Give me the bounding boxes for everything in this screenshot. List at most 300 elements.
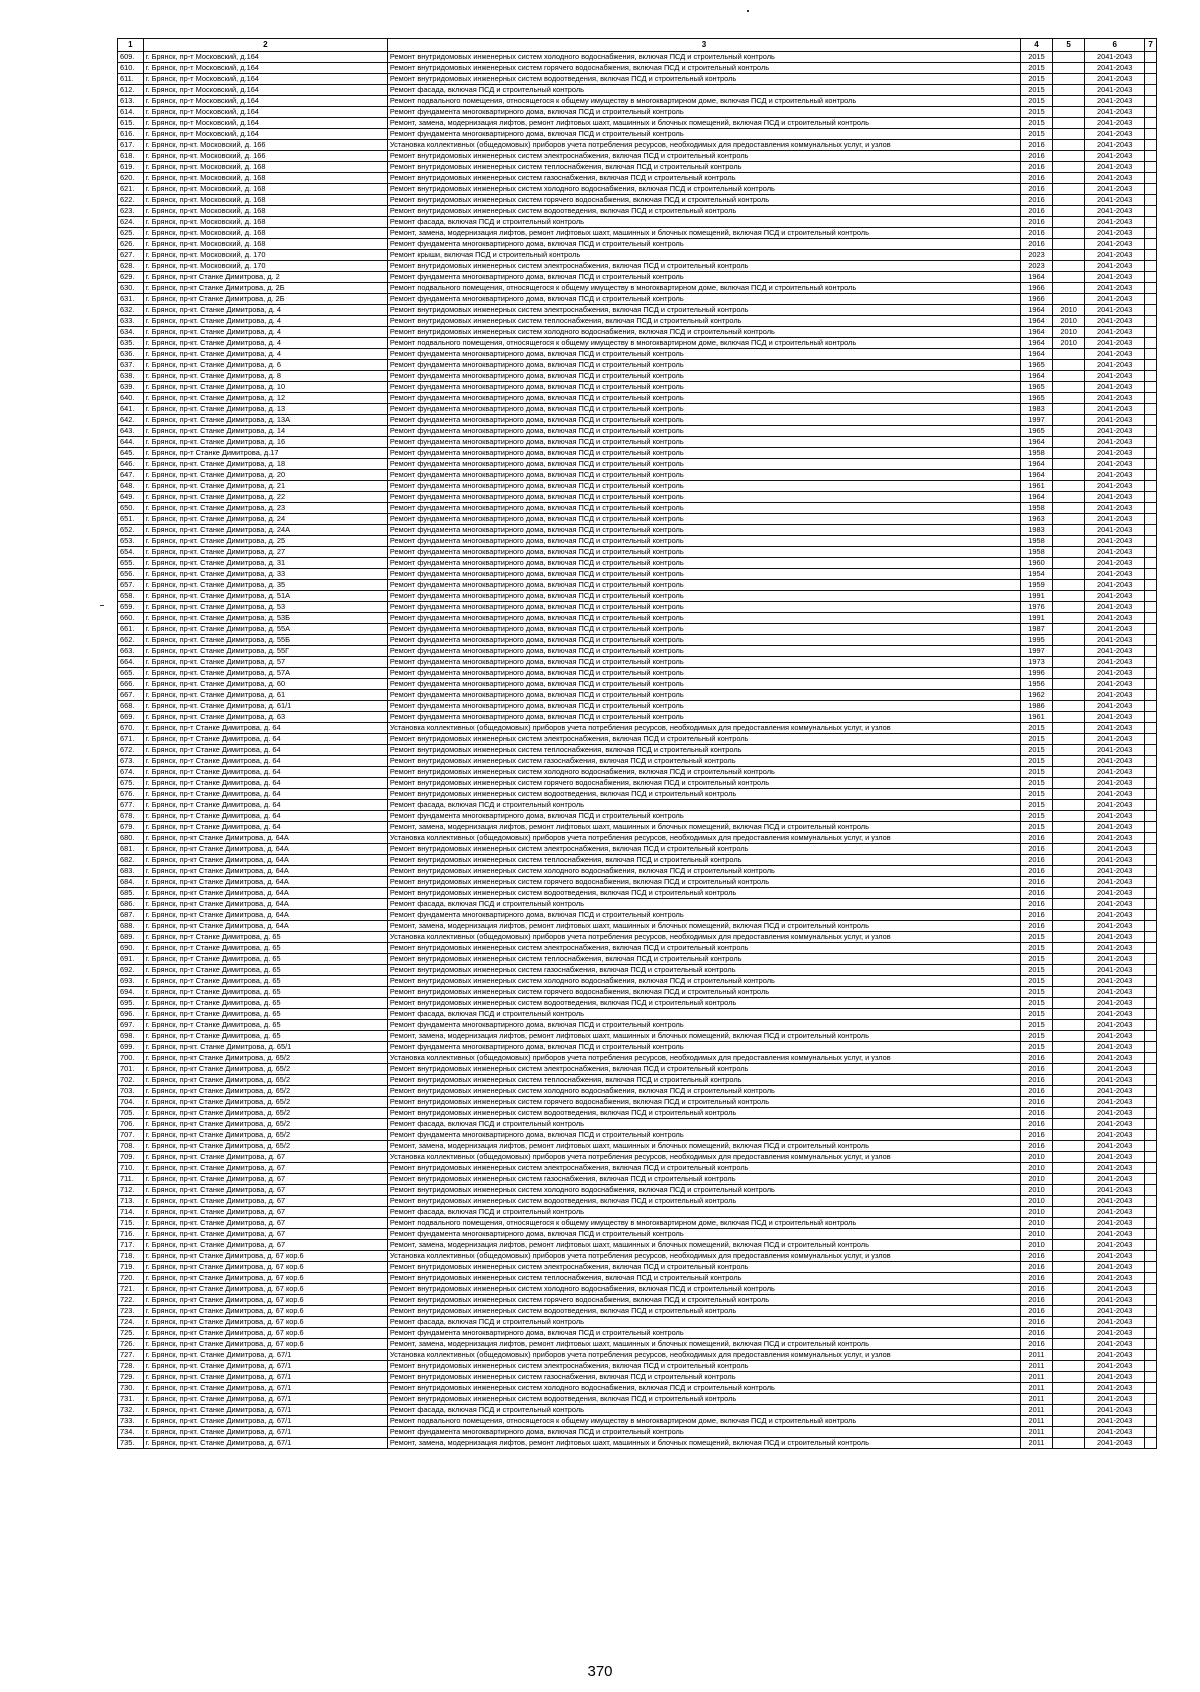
year-built-cell: 2015 (1020, 1009, 1052, 1020)
table-row (118, 1196, 1157, 1207)
work-type-cell: Ремонт фундамента многоквартирного дома, включая ПСД и строительный контроль (387, 536, 1020, 547)
address-cell: г. Брянск, пр-кт Станке Димитрова, д. 67 кор.6 (143, 1328, 387, 1339)
work-type-cell: Ремонт фундамента многоквартирного дома, включая ПСД и строительный контроль (387, 129, 1020, 140)
year-repaired-cell (1053, 118, 1085, 129)
row-number-cell: 639. (118, 382, 144, 393)
planned-period-cell: 2041-2043 (1085, 195, 1145, 206)
row-number-cell: 670. (118, 723, 144, 734)
year-repaired-cell (1053, 602, 1085, 613)
planned-period-cell: 2041-2043 (1085, 1042, 1145, 1053)
table-row (118, 569, 1157, 580)
year-repaired-cell (1053, 217, 1085, 228)
work-type-cell: Ремонт, замена, модернизация лифтов, ремонт лифтовых шахт, машинных и блочных помещений, включая ПСД и строительный контроль (387, 1031, 1020, 1042)
planned-period-cell: 2041-2043 (1085, 701, 1145, 712)
table-row (118, 1163, 1157, 1174)
planned-period-cell: 2041-2043 (1085, 338, 1145, 349)
row-number-cell: 613. (118, 96, 144, 107)
repair-schedule-table (117, 38, 1157, 1449)
note-cell (1145, 52, 1157, 63)
work-type-cell: Ремонт внутридомовых инженерных систем теплоснабжения, включая ПСД и строительный контроль (387, 162, 1020, 173)
address-cell: г. Брянск, пр-кт. Станке Димитрова, д. 4 (143, 349, 387, 360)
address-cell: г. Брянск, пр-кт Станке Димитрова, д. 65/2 (143, 1075, 387, 1086)
work-type-cell: Ремонт крыши, включая ПСД и строительный контроль (387, 250, 1020, 261)
row-number-cell: 657. (118, 580, 144, 591)
planned-period-cell: 2041-2043 (1085, 778, 1145, 789)
year-built-cell: 1958 (1020, 536, 1052, 547)
planned-period-cell: 2041-2043 (1085, 1339, 1145, 1350)
year-repaired-cell (1053, 1405, 1085, 1416)
planned-period-cell: 2041-2043 (1085, 976, 1145, 987)
address-cell: г. Брянск, пр-т Станке Димитрова, д. 64 (143, 756, 387, 767)
planned-period-cell: 2041-2043 (1085, 1031, 1145, 1042)
planned-period-cell: 2041-2043 (1085, 239, 1145, 250)
year-repaired-cell (1053, 569, 1085, 580)
year-repaired-cell (1053, 1438, 1085, 1449)
table-row (118, 734, 1157, 745)
row-number-cell: 706. (118, 1119, 144, 1130)
year-built-cell: 2015 (1020, 998, 1052, 1009)
work-type-cell: Ремонт внутридомовых инженерных систем водоотведения, включая ПСД и строительный контроль (387, 789, 1020, 800)
year-built-cell: 1965 (1020, 360, 1052, 371)
table-row (118, 899, 1157, 910)
planned-period-cell: 2041-2043 (1085, 1262, 1145, 1273)
note-cell (1145, 448, 1157, 459)
planned-period-cell: 2041-2043 (1085, 63, 1145, 74)
note-cell (1145, 261, 1157, 272)
year-built-cell: 2011 (1020, 1394, 1052, 1405)
year-built-cell: 1960 (1020, 558, 1052, 569)
address-cell: г. Брянск, пр-кт. Станке Димитрова, д. 55Б (143, 635, 387, 646)
year-built-cell: 2016 (1020, 1086, 1052, 1097)
address-cell: г. Брянск, пр-кт. Станке Димитрова, д. 20 (143, 470, 387, 481)
table-row (118, 1064, 1157, 1075)
table-row (118, 503, 1157, 514)
year-built-cell: 2016 (1020, 844, 1052, 855)
note-cell (1145, 723, 1157, 734)
row-number-cell: 619. (118, 162, 144, 173)
note-cell (1145, 932, 1157, 943)
year-built-cell: 1964 (1020, 327, 1052, 338)
table-row (118, 1251, 1157, 1262)
address-cell: г. Брянск, пр-кт Станке Димитрова, д. 67 кор.6 (143, 1251, 387, 1262)
table-row (118, 272, 1157, 283)
work-type-cell: Установка коллективных (общедомовых) приборов учета потребления ресурсов, необходимых для предоставления коммунальных услуг, и узлов (387, 932, 1020, 943)
address-cell: г. Брянск, пр-кт Станке Димитрова, д. 2Б (143, 294, 387, 305)
year-repaired-cell (1053, 646, 1085, 657)
address-cell: г. Брянск, пр-кт. Станке Димитрова, д. 67 (143, 1152, 387, 1163)
year-repaired-cell (1053, 360, 1085, 371)
note-cell (1145, 327, 1157, 338)
year-built-cell: 2016 (1020, 1108, 1052, 1119)
note-cell (1145, 426, 1157, 437)
table-row (118, 1229, 1157, 1240)
row-number-cell: 716. (118, 1229, 144, 1240)
address-cell: г. Брянск, пр-кт Станке Димитрова, д. 64А (143, 921, 387, 932)
address-cell: г. Брянск, пр-т Московский, д.164 (143, 96, 387, 107)
scan-speck (100, 605, 104, 606)
planned-period-cell: 2041-2043 (1085, 1053, 1145, 1064)
row-number-cell: 719. (118, 1262, 144, 1273)
planned-period-cell: 2041-2043 (1085, 1394, 1145, 1405)
year-built-cell: 1964 (1020, 470, 1052, 481)
table-row (118, 536, 1157, 547)
table-row (118, 1009, 1157, 1020)
work-type-cell: Ремонт фундамента многоквартирного дома, включая ПСД и строительный контроль (387, 503, 1020, 514)
work-type-cell: Ремонт фасада, включая ПСД и строительный контроль (387, 85, 1020, 96)
year-repaired-cell (1053, 976, 1085, 987)
address-cell: г. Брянск, пр-кт. Станке Димитрова, д. 67 (143, 1196, 387, 1207)
year-built-cell: 2015 (1020, 74, 1052, 85)
year-built-cell: 2016 (1020, 1130, 1052, 1141)
address-cell: г. Брянск, пр-кт Станке Димитрова, д. 65/2 (143, 1086, 387, 1097)
planned-period-cell: 2041-2043 (1085, 789, 1145, 800)
row-number-cell: 638. (118, 371, 144, 382)
table-row (118, 613, 1157, 624)
table-row (118, 448, 1157, 459)
table-row (118, 1438, 1157, 1449)
year-built-cell: 2015 (1020, 107, 1052, 118)
address-cell: г. Брянск, пр-кт Станке Димитрова, д. 64А (143, 833, 387, 844)
row-number-cell: 633. (118, 316, 144, 327)
address-cell: г. Брянск, пр-кт. Московский, д. 168 (143, 217, 387, 228)
note-cell (1145, 118, 1157, 129)
planned-period-cell: 2041-2043 (1085, 712, 1145, 723)
address-cell: г. Брянск, пр-т Станке Димитрова, д. 64 (143, 745, 387, 756)
table-body (118, 52, 1157, 1449)
address-cell: г. Брянск, пр-кт. Московский, д. 168 (143, 195, 387, 206)
planned-period-cell: 2041-2043 (1085, 1240, 1145, 1251)
row-number-cell: 649. (118, 492, 144, 503)
note-cell (1145, 525, 1157, 536)
year-repaired-cell (1053, 844, 1085, 855)
year-built-cell: 1962 (1020, 690, 1052, 701)
address-cell: г. Брянск, пр-кт. Станке Димитрова, д. 61 (143, 690, 387, 701)
year-built-cell: 2015 (1020, 723, 1052, 734)
year-repaired-cell: 2010 (1053, 316, 1085, 327)
table-row (118, 1427, 1157, 1438)
table-row (118, 888, 1157, 899)
year-repaired-cell (1053, 833, 1085, 844)
table-row (118, 558, 1157, 569)
year-built-cell: 1991 (1020, 613, 1052, 624)
address-cell: г. Брянск, пр-кт Станке Димитрова, д. 65/2 (143, 1053, 387, 1064)
address-cell: г. Брянск, пр-кт. Станке Димитрова, д. 63 (143, 712, 387, 723)
table-row (118, 855, 1157, 866)
address-cell: г. Брянск, пр-т Станке Димитрова, д. 65 (143, 965, 387, 976)
address-cell: г. Брянск, пр-т Станке Димитрова, д. 65 (143, 943, 387, 954)
table-row (118, 283, 1157, 294)
year-repaired-cell (1053, 1229, 1085, 1240)
year-built-cell: 2010 (1020, 1218, 1052, 1229)
year-repaired-cell (1053, 613, 1085, 624)
address-cell: г. Брянск, пр-кт. Станке Димитрова, д. 31 (143, 558, 387, 569)
planned-period-cell: 2041-2043 (1085, 1174, 1145, 1185)
address-cell: г. Брянск, пр-т Станке Димитрова, д. 64 (143, 822, 387, 833)
year-repaired-cell (1053, 954, 1085, 965)
address-cell: г. Брянск, пр-т Московский, д.164 (143, 107, 387, 118)
note-cell (1145, 547, 1157, 558)
table-row (118, 602, 1157, 613)
row-number-cell: 717. (118, 1240, 144, 1251)
column-header: 5 (1053, 39, 1085, 52)
work-type-cell: Ремонт внутридомовых инженерных систем газоснабжения, включая ПСД и строительный контроль (387, 965, 1020, 976)
work-type-cell: Ремонт внутридомовых инженерных систем теплоснабжения, включая ПСД и строительный контроль (387, 316, 1020, 327)
year-repaired-cell (1053, 1372, 1085, 1383)
repair-schedule-sheet (117, 38, 1157, 1449)
row-number-cell: 685. (118, 888, 144, 899)
work-type-cell: Ремонт внутридомовых инженерных систем электроснабжения, включая ПСД и строительный контроль (387, 1064, 1020, 1075)
work-type-cell: Ремонт внутридомовых инженерных систем горячего водоснабжения, включая ПСД и строительный контроль (387, 63, 1020, 74)
planned-period-cell: 2041-2043 (1085, 1108, 1145, 1119)
year-repaired-cell (1053, 679, 1085, 690)
year-built-cell: 1964 (1020, 272, 1052, 283)
work-type-cell: Ремонт внутридомовых инженерных систем водоотведения, включая ПСД и строительный контроль (387, 74, 1020, 85)
year-built-cell: 1964 (1020, 316, 1052, 327)
year-repaired-cell (1053, 778, 1085, 789)
note-cell (1145, 1141, 1157, 1152)
planned-period-cell: 2041-2043 (1085, 184, 1145, 195)
table-row (118, 1218, 1157, 1229)
table-row (118, 1339, 1157, 1350)
note-cell (1145, 1009, 1157, 1020)
work-type-cell: Ремонт, замена, модернизация лифтов, ремонт лифтовых шахт, машинных и блочных помещений, включая ПСД и строительный контроль (387, 921, 1020, 932)
row-number-cell: 689. (118, 932, 144, 943)
year-repaired-cell (1053, 96, 1085, 107)
address-cell: г. Брянск, пр-кт. Станке Димитрова, д. 21 (143, 481, 387, 492)
address-cell: г. Брянск, пр-кт. Станке Димитрова, д. 16 (143, 437, 387, 448)
row-number-cell: 635. (118, 338, 144, 349)
address-cell: г. Брянск, пр-кт. Станке Димитрова, д. 51А (143, 591, 387, 602)
year-built-cell: 2016 (1020, 877, 1052, 888)
planned-period-cell: 2041-2043 (1085, 877, 1145, 888)
note-cell (1145, 624, 1157, 635)
year-built-cell: 2016 (1020, 888, 1052, 899)
note-cell (1145, 294, 1157, 305)
row-number-cell: 658. (118, 591, 144, 602)
note-cell (1145, 591, 1157, 602)
note-cell (1145, 184, 1157, 195)
year-repaired-cell (1053, 151, 1085, 162)
work-type-cell: Ремонт фундамента многоквартирного дома, включая ПСД и строительный контроль (387, 1020, 1020, 1031)
year-repaired-cell (1053, 448, 1085, 459)
address-cell: г. Брянск, пр-т Станке Димитрова, д. 65 (143, 998, 387, 1009)
address-cell: г. Брянск, пр-кт. Станке Димитрова, д. 14 (143, 426, 387, 437)
year-repaired-cell (1053, 1174, 1085, 1185)
scan-speck (747, 10, 749, 12)
address-cell: г. Брянск, пр-кт. Станке Димитрова, д. 57 (143, 657, 387, 668)
year-repaired-cell (1053, 1240, 1085, 1251)
work-type-cell: Ремонт, замена, модернизация лифтов, ремонт лифтовых шахт, машинных и блочных помещений, включая ПСД и строительный контроль (387, 1141, 1020, 1152)
year-built-cell: 2016 (1020, 1284, 1052, 1295)
address-cell: г. Брянск, пр-кт. Московский, д. 168 (143, 184, 387, 195)
address-cell: г. Брянск, пр-т Московский, д.164 (143, 118, 387, 129)
year-built-cell: 2015 (1020, 965, 1052, 976)
row-number-cell: 711. (118, 1174, 144, 1185)
year-built-cell: 2015 (1020, 63, 1052, 74)
work-type-cell: Ремонт внутридомовых инженерных систем холодного водоснабжения, включая ПСД и строительный контроль (387, 1383, 1020, 1394)
address-cell: г. Брянск, пр-кт. Московский, д. 166 (143, 151, 387, 162)
planned-period-cell: 2041-2043 (1085, 800, 1145, 811)
planned-period-cell: 2041-2043 (1085, 646, 1145, 657)
row-number-cell: 650. (118, 503, 144, 514)
row-number-cell: 698. (118, 1031, 144, 1042)
address-cell: г. Брянск, пр-кт. Станке Димитрова, д. 65/1 (143, 1042, 387, 1053)
row-number-cell: 729. (118, 1372, 144, 1383)
row-number-cell: 710. (118, 1163, 144, 1174)
planned-period-cell: 2041-2043 (1085, 393, 1145, 404)
table-row (118, 1361, 1157, 1372)
work-type-cell: Ремонт фундамента многоквартирного дома, включая ПСД и строительный контроль (387, 1328, 1020, 1339)
row-number-cell: 725. (118, 1328, 144, 1339)
year-repaired-cell (1053, 811, 1085, 822)
note-cell (1145, 1119, 1157, 1130)
planned-period-cell: 2041-2043 (1085, 503, 1145, 514)
year-repaired-cell (1053, 1350, 1085, 1361)
table-row (118, 1053, 1157, 1064)
year-repaired-cell (1053, 1339, 1085, 1350)
planned-period-cell: 2041-2043 (1085, 470, 1145, 481)
table-row (118, 107, 1157, 118)
table-row (118, 140, 1157, 151)
note-cell (1145, 1427, 1157, 1438)
year-repaired-cell (1053, 481, 1085, 492)
table-row (118, 1306, 1157, 1317)
note-cell (1145, 954, 1157, 965)
note-cell (1145, 1251, 1157, 1262)
row-number-cell: 672. (118, 745, 144, 756)
address-cell: г. Брянск, пр-кт. Станке Димитрова, д. 4 (143, 316, 387, 327)
table-row (118, 459, 1157, 470)
year-repaired-cell (1053, 1427, 1085, 1438)
year-built-cell: 2015 (1020, 778, 1052, 789)
table-row (118, 591, 1157, 602)
work-type-cell: Ремонт фундамента многоквартирного дома, включая ПСД и строительный контроль (387, 371, 1020, 382)
year-repaired-cell (1053, 547, 1085, 558)
note-cell (1145, 943, 1157, 954)
work-type-cell: Ремонт фундамента многоквартирного дома, включая ПСД и строительный контроль (387, 415, 1020, 426)
row-number-cell: 616. (118, 129, 144, 140)
work-type-cell: Ремонт внутридомовых инженерных систем газоснабжения, включая ПСД и строительный контроль (387, 173, 1020, 184)
table-row (118, 360, 1157, 371)
note-cell (1145, 404, 1157, 415)
row-number-cell: 664. (118, 657, 144, 668)
address-cell: г. Брянск, пр-кт Станке Димитрова, д. 67 кор.6 (143, 1306, 387, 1317)
row-number-cell: 643. (118, 426, 144, 437)
work-type-cell: Ремонт фундамента многоквартирного дома, включая ПСД и строительный контроль (387, 294, 1020, 305)
year-repaired-cell (1053, 470, 1085, 481)
year-repaired-cell (1053, 1031, 1085, 1042)
year-repaired-cell (1053, 492, 1085, 503)
year-built-cell: 2016 (1020, 1119, 1052, 1130)
note-cell (1145, 1240, 1157, 1251)
note-cell (1145, 580, 1157, 591)
work-type-cell: Ремонт внутридомовых инженерных систем холодного водоснабжения, включая ПСД и строительный контроль (387, 767, 1020, 778)
address-cell: г. Брянск, пр-кт. Станке Димитрова, д. 6 (143, 360, 387, 371)
year-repaired-cell (1053, 1009, 1085, 1020)
address-cell: г. Брянск, пр-кт Станке Димитрова, д. 64А (143, 888, 387, 899)
address-cell: г. Брянск, пр-кт Станке Димитрова, д. 67 кор.6 (143, 1317, 387, 1328)
note-cell (1145, 250, 1157, 261)
note-cell (1145, 151, 1157, 162)
row-number-cell: 687. (118, 910, 144, 921)
year-repaired-cell (1053, 1218, 1085, 1229)
planned-period-cell: 2041-2043 (1085, 1229, 1145, 1240)
work-type-cell: Ремонт фундамента многоквартирного дома, включая ПСД и строительный контроль (387, 404, 1020, 415)
work-type-cell: Ремонт внутридомовых инженерных систем водоотведения, включая ПСД и строительный контроль (387, 1306, 1020, 1317)
note-cell (1145, 316, 1157, 327)
row-number-cell: 669. (118, 712, 144, 723)
row-number-cell: 627. (118, 250, 144, 261)
row-number-cell: 732. (118, 1405, 144, 1416)
work-type-cell: Ремонт внутридомовых инженерных систем водоотведения, включая ПСД и строительный контроль (387, 1196, 1020, 1207)
row-number-cell: 632. (118, 305, 144, 316)
planned-period-cell: 2041-2043 (1085, 217, 1145, 228)
table-row (118, 74, 1157, 85)
year-built-cell: 1983 (1020, 525, 1052, 536)
planned-period-cell: 2041-2043 (1085, 1438, 1145, 1449)
table-row (118, 415, 1157, 426)
note-cell (1145, 382, 1157, 393)
address-cell: г. Брянск, пр-кт Станке Димитрова, д. 65/2 (143, 1064, 387, 1075)
row-number-cell: 641. (118, 404, 144, 415)
row-number-cell: 683. (118, 866, 144, 877)
planned-period-cell: 2041-2043 (1085, 448, 1145, 459)
year-repaired-cell (1053, 580, 1085, 591)
row-number-cell: 618. (118, 151, 144, 162)
year-repaired-cell (1053, 1273, 1085, 1284)
work-type-cell: Ремонт внутридомовых инженерных систем холодного водоснабжения, включая ПСД и строительный контроль (387, 327, 1020, 338)
year-repaired-cell (1053, 459, 1085, 470)
row-number-cell: 626. (118, 239, 144, 250)
row-number-cell: 615. (118, 118, 144, 129)
table-row (118, 998, 1157, 1009)
work-type-cell: Ремонт фундамента многоквартирного дома, включая ПСД и строительный контроль (387, 657, 1020, 668)
work-type-cell: Ремонт внутридомовых инженерных систем холодного водоснабжения, включая ПСД и строительный контроль (387, 184, 1020, 195)
work-type-cell: Ремонт фундамента многоквартирного дома, включая ПСД и строительный контроль (387, 580, 1020, 591)
row-number-cell: 676. (118, 789, 144, 800)
address-cell: г. Брянск, пр-кт. Станке Димитрова, д. 13 (143, 404, 387, 415)
planned-period-cell: 2041-2043 (1085, 1317, 1145, 1328)
year-repaired-cell (1053, 1097, 1085, 1108)
planned-period-cell: 2041-2043 (1085, 1119, 1145, 1130)
planned-period-cell: 2041-2043 (1085, 1251, 1145, 1262)
table-row (118, 1097, 1157, 1108)
row-number-cell: 697. (118, 1020, 144, 1031)
address-cell: г. Брянск, пр-кт Станке Димитрова, д. 67 кор.6 (143, 1284, 387, 1295)
address-cell: г. Брянск, пр-т Станке Димитрова, д. 64 (143, 734, 387, 745)
planned-period-cell: 2041-2043 (1085, 1020, 1145, 1031)
planned-period-cell: 2041-2043 (1085, 910, 1145, 921)
table-row (118, 1262, 1157, 1273)
planned-period-cell: 2041-2043 (1085, 525, 1145, 536)
year-built-cell: 2016 (1020, 910, 1052, 921)
year-repaired-cell (1053, 1196, 1085, 1207)
work-type-cell: Ремонт фундамента многоквартирного дома, включая ПСД и строительный контроль (387, 569, 1020, 580)
table-row (118, 305, 1157, 316)
table-row (118, 1152, 1157, 1163)
planned-period-cell: 2041-2043 (1085, 404, 1145, 415)
year-repaired-cell (1053, 437, 1085, 448)
row-number-cell: 679. (118, 822, 144, 833)
note-cell (1145, 690, 1157, 701)
address-cell: г. Брянск, пр-кт. Станке Димитрова, д. 8 (143, 371, 387, 382)
address-cell: г. Брянск, пр-кт. Станке Димитрова, д. 25 (143, 536, 387, 547)
row-number-cell: 646. (118, 459, 144, 470)
work-type-cell: Ремонт фундамента многоквартирного дома, включая ПСД и строительный контроль (387, 107, 1020, 118)
year-repaired-cell (1053, 624, 1085, 635)
planned-period-cell: 2041-2043 (1085, 613, 1145, 624)
note-cell (1145, 910, 1157, 921)
